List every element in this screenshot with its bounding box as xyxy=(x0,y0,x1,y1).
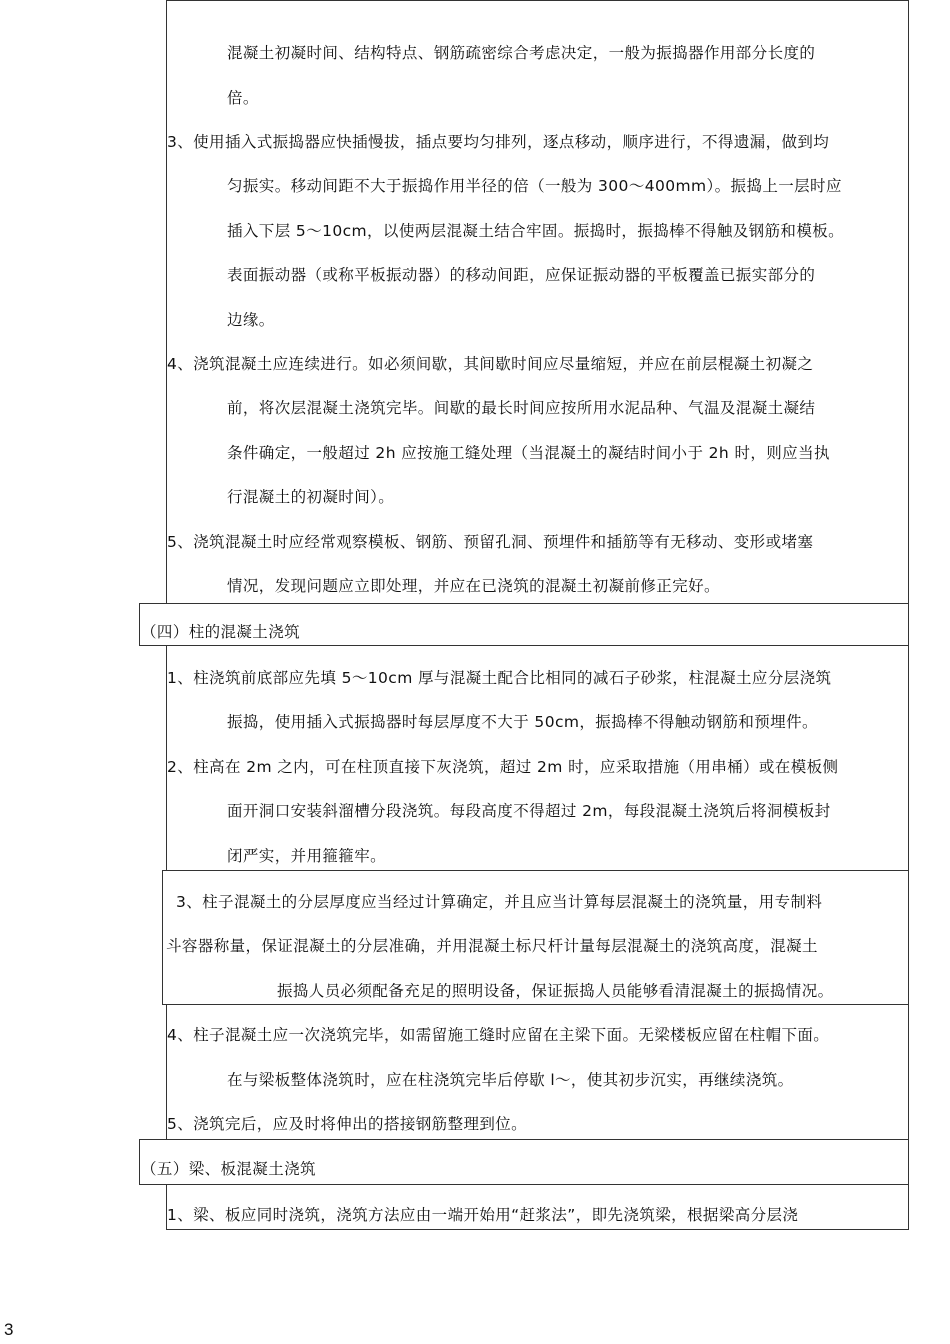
list-item-2: 2、柱高在 2m 之内，可在柱顶直接下灰浇筑，超过 2m 时，应采取措施（用串桶）或在模板侧 xyxy=(167,758,839,776)
paragraph-line: 情况，发现问题应立即处理，并应在已浇筑的混凝土初凝前修正完好。 xyxy=(227,577,720,595)
section-heading: （四）柱的混凝土浇筑 xyxy=(141,623,301,641)
list-item-4: 4、浇筑混凝土应连续进行。如必须间歇，其间歇时间应尽量缩短，并应在前层棍凝土初凝之 xyxy=(167,355,814,373)
paragraph-line: 混凝土初凝时间、结构特点、钢筋疏密综合考虑决定，一般为振捣器作用部分长度的 xyxy=(227,44,816,62)
paragraph-line: 边缘。 xyxy=(227,311,275,329)
list-item-4: 4、柱子混凝土应一次浇筑完毕，如需留施工缝时应留在主梁下面。无梁楼板应留在柱帽下面。 xyxy=(167,1026,830,1044)
section-heading: （五）梁、板混凝土浇筑 xyxy=(141,1160,316,1178)
paragraph-line: 斗容器称量，保证混凝土的分层准确，并用混凝土标尺杆计量每层混凝土的浇筑高度，混凝土 xyxy=(166,937,818,955)
paragraph-line: 倍。 xyxy=(227,89,259,107)
paragraph-line: 插入下层 5～10cm，以使两层混凝土结合牢固。振捣时，振捣棒不得触及钢筋和模板。 xyxy=(227,222,845,240)
paragraph-line: 行混凝土的初凝时间）。 xyxy=(227,488,395,506)
paragraph-line: 匀振实。移动间距不大于振捣作用半径的倍（一般为 300～400mm）。振捣上一层时应 xyxy=(227,177,842,195)
page-number: 3 xyxy=(4,1320,14,1339)
list-item-1: 1、梁、板应同时浇筑，浇筑方法应由一端开始用“赶浆法”，即先浇筑梁，根据梁高分层浇 xyxy=(167,1206,799,1224)
paragraph-line: 面开洞口安装斜溜槽分段浇筑。每段高度不得超过 2m，每段混凝土浇筑后将洞模板封 xyxy=(227,802,831,820)
list-item-3: 3、使用插入式振捣器应快插慢拔，插点要均匀排列，逐点移动，顺序进行，不得遗漏，做到均 xyxy=(167,133,830,151)
paragraph-line: 前，将次层混凝土浇筑完毕。间歇的最长时间应按所用水泥品种、气温及混凝土凝结 xyxy=(227,399,816,417)
paragraph-line: 表面振动器（或称平板振动器）的移动间距，应保证振动器的平板覆盖已振实部分的 xyxy=(227,266,816,284)
paragraph-line: 条件确定，一般超过 2h 应按施工缝处理（当混凝土的凝结时间小于 2h 时，则应当执 xyxy=(227,444,830,462)
list-item-5: 5、浇筑完后，应及时将伸出的搭接钢筋整理到位。 xyxy=(167,1115,528,1133)
list-item-3: 3、柱子混凝土的分层厚度应当经过计算确定，并且应当计算每层混凝土的浇筑量，用专制料 xyxy=(176,893,823,911)
paragraph-line: 振捣，使用插入式振捣器时每层厚度不大于 50cm，振捣棒不得触动钢筋和预埋件。 xyxy=(227,713,818,731)
list-item-1: 1、柱浇筑前底部应先填 5～10cm 厚与混凝土配合比相同的减石子砂浆，柱混凝土应分层浇筑 xyxy=(167,669,832,687)
list-item-5: 5、浇筑混凝土时应经常观察模板、钢筋、预留孔洞、预埋件和插筋等有无移动、变形或堵塞 xyxy=(167,533,814,551)
paragraph-line: 振捣人员必须配备充足的照明设备，保证振捣人员能够看清混凝土的振捣情况。 xyxy=(277,982,834,1000)
paragraph-line: 闭严实，并用箍箍牢。 xyxy=(227,847,387,865)
content-box-1 xyxy=(166,0,909,604)
paragraph-line: 在与梁板整体浇筑时，应在柱浇筑完毕后停歇 l～，使其初步沉实，再继续浇筑。 xyxy=(227,1071,794,1089)
